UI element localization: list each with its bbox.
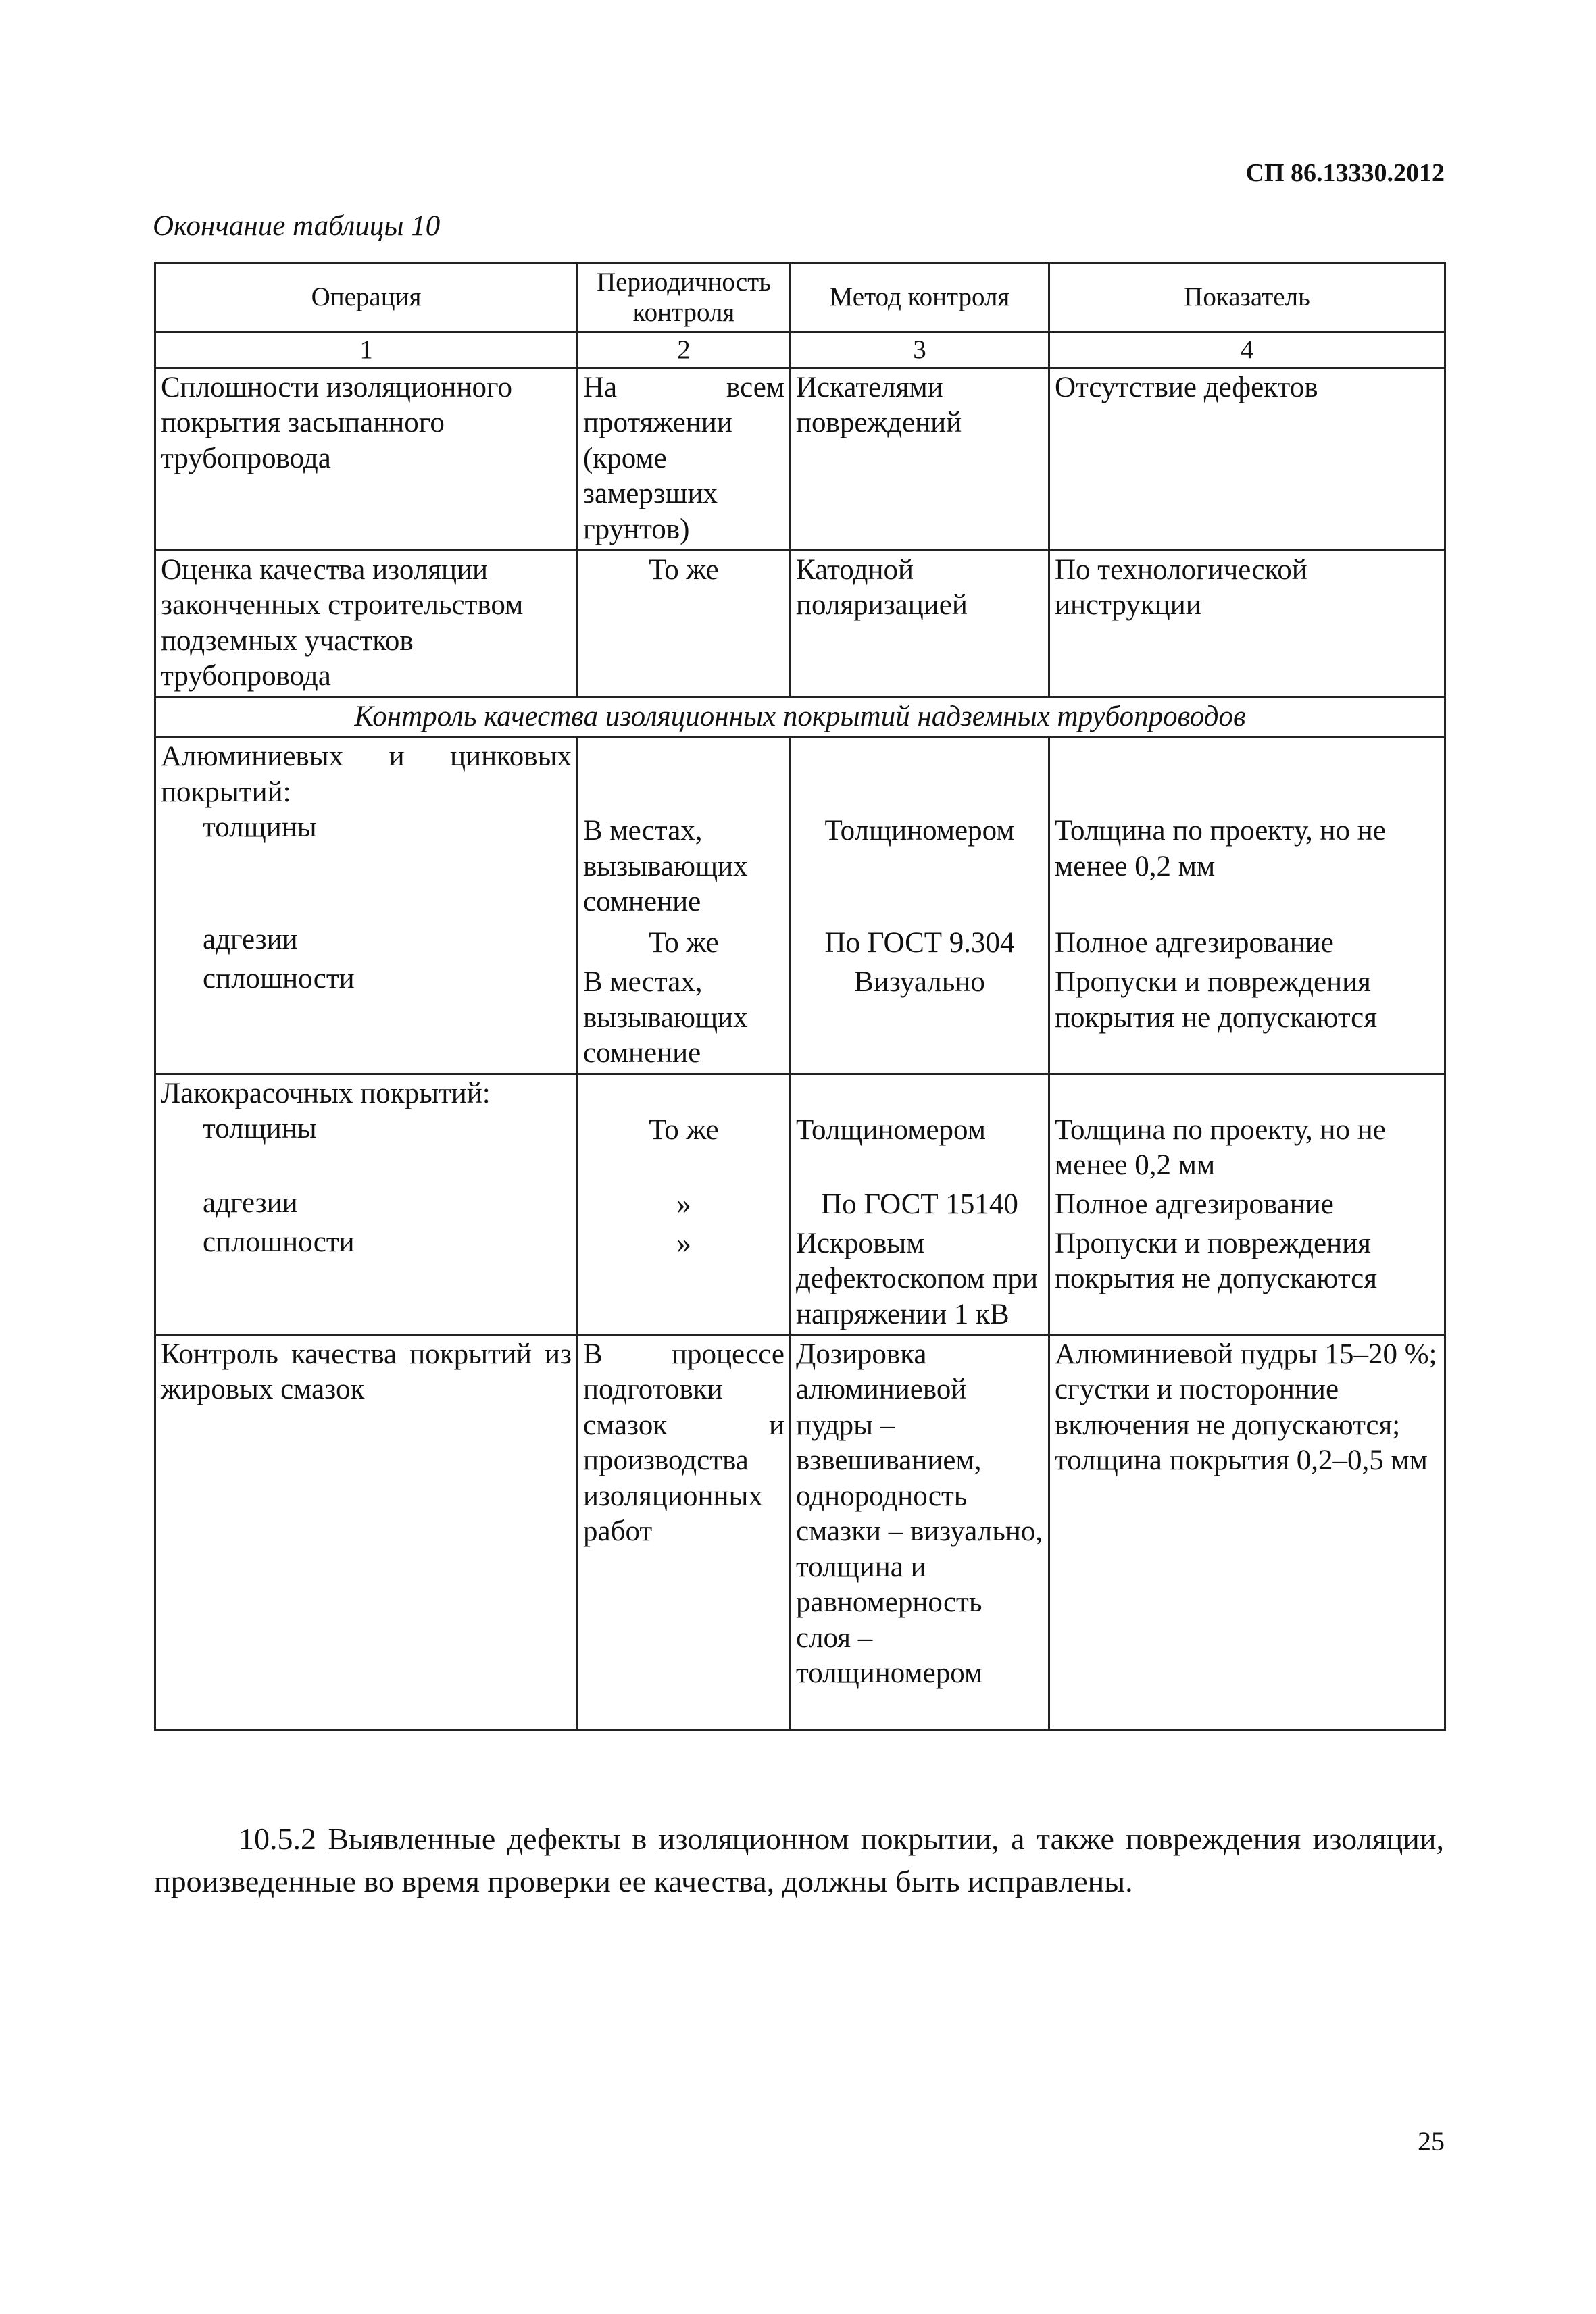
group-title: Лакокрасочных покрытий:: [161, 1077, 491, 1109]
sub-period: »: [676, 1227, 691, 1259]
sub-indicator: Толщина по проекту, но не менее 0,2 мм: [1055, 815, 1386, 882]
column-number: 2: [578, 332, 791, 368]
cell-operation: [155, 737, 578, 1074]
cell-indicator: Алюминиевой пудры 15–20 %; сгустки и посторонние включения не допускаются; толщина покрытия 0,2–0,5 мм: [1049, 1334, 1445, 1730]
column-header-operation: Операция: [155, 263, 578, 332]
cell-operation: Оценка качества изоляции законченных строительством подземных участков трубопровода: [155, 551, 578, 697]
sub-period: То же: [649, 1113, 719, 1146]
group-title: Алюминиевых и цинковых покрытий:: [161, 740, 572, 808]
sub-operation: сплошности: [203, 1226, 355, 1259]
document-code: СП 86.13330.2012: [1245, 159, 1445, 187]
cell-operation: Контроль качества покрытий из жировых смазок: [155, 1334, 578, 1730]
sub-indicator: Пропуски и повреждения покрытия не допускаются: [1055, 966, 1378, 1034]
cell-indicator: По технологической инструкции: [1049, 551, 1445, 697]
sub-method: По ГОСТ 15140: [821, 1188, 1018, 1220]
sub-operation: адгезии: [203, 924, 298, 956]
cell-period: [578, 737, 791, 1074]
column-header-method: Метод контроля: [791, 263, 1049, 332]
cell-operation: Сплошности изоляционного покрытия засыпанного трубопровода: [155, 368, 578, 551]
sub-method: Толщиномером: [796, 1113, 986, 1146]
sub-operation: толщины: [203, 1113, 317, 1145]
cell-indicator: [1049, 737, 1445, 1074]
section-title: Контроль качества изоляционных покрытий надземных трубопроводов: [155, 697, 1445, 736]
sub-indicator: Полное адгезирование: [1055, 927, 1334, 959]
sub-method: Визуально: [854, 966, 985, 999]
table-header-row: [155, 263, 1445, 332]
cell-period: В процессе подготовки смазок и производства изоляционных работ: [578, 1334, 791, 1730]
sub-period: »: [676, 1188, 691, 1220]
column-number: 4: [1049, 332, 1445, 368]
sub-indicator: Полное адгезирование: [1055, 1188, 1334, 1220]
column-number: 3: [791, 332, 1049, 368]
column-number: 1: [155, 332, 578, 368]
control-table: [154, 262, 1446, 1731]
cell-method: Искателями повреждений: [791, 368, 1049, 551]
cell-period: [578, 1074, 791, 1334]
sub-operation: адгезии: [203, 1187, 298, 1219]
cell-method: [791, 1074, 1049, 1334]
body-paragraph: 10.5.2 Выявленные дефекты в изоляционном покрытии, а также повреждения изоляции, произведенные во время проверки ее качества, должны быть исправлены.: [154, 1821, 1444, 1899]
cell-method: Дозировка алюминиевой пудры – взвешиванием, однородность смазки – визуально, толщина и равномерность слоя – толщиномером: [791, 1334, 1049, 1730]
table-row: [155, 368, 1445, 551]
cell-period: То же: [578, 551, 791, 697]
column-number-row: [155, 332, 1445, 368]
table-row: [155, 551, 1445, 697]
table-row: [155, 737, 1445, 1074]
cell-indicator: Отсутствие дефектов: [1049, 368, 1445, 551]
table-row: [155, 1074, 1445, 1334]
sub-method: Искровым дефектоскопом при напряжении 1 кВ: [796, 1227, 1039, 1330]
cell-method: Катодной поляризацией: [791, 551, 1049, 697]
cell-period: На всем протяжении (кроме замерзших грунтов): [578, 368, 791, 551]
sub-period: В местах, вызывающих сомнение: [583, 815, 748, 918]
column-header-indicator: Показатель: [1049, 263, 1445, 332]
sub-period: В местах, вызывающих сомнение: [583, 966, 748, 1070]
table-caption: Окончание таблицы 10: [153, 210, 441, 242]
sub-operation: толщины: [203, 811, 317, 844]
cell-indicator: [1049, 1074, 1445, 1334]
sub-method: Толщиномером: [824, 815, 1015, 847]
sub-indicator: Пропуски и повреждения покрытия не допускаются: [1055, 1227, 1378, 1295]
sub-operation: сплошности: [203, 963, 355, 995]
sub-indicator: Толщина по проекту, но не менее 0,2 мм: [1055, 1113, 1386, 1182]
column-header-period: Периодичность контроля: [578, 263, 791, 332]
section-row: [155, 697, 1445, 736]
table-row: [155, 1334, 1445, 1730]
cell-operation: [155, 1074, 578, 1334]
sub-period: То же: [649, 927, 719, 959]
cell-method: [791, 737, 1049, 1074]
page-number: 25: [1418, 2126, 1445, 2157]
sub-method: По ГОСТ 9.304: [824, 927, 1015, 959]
